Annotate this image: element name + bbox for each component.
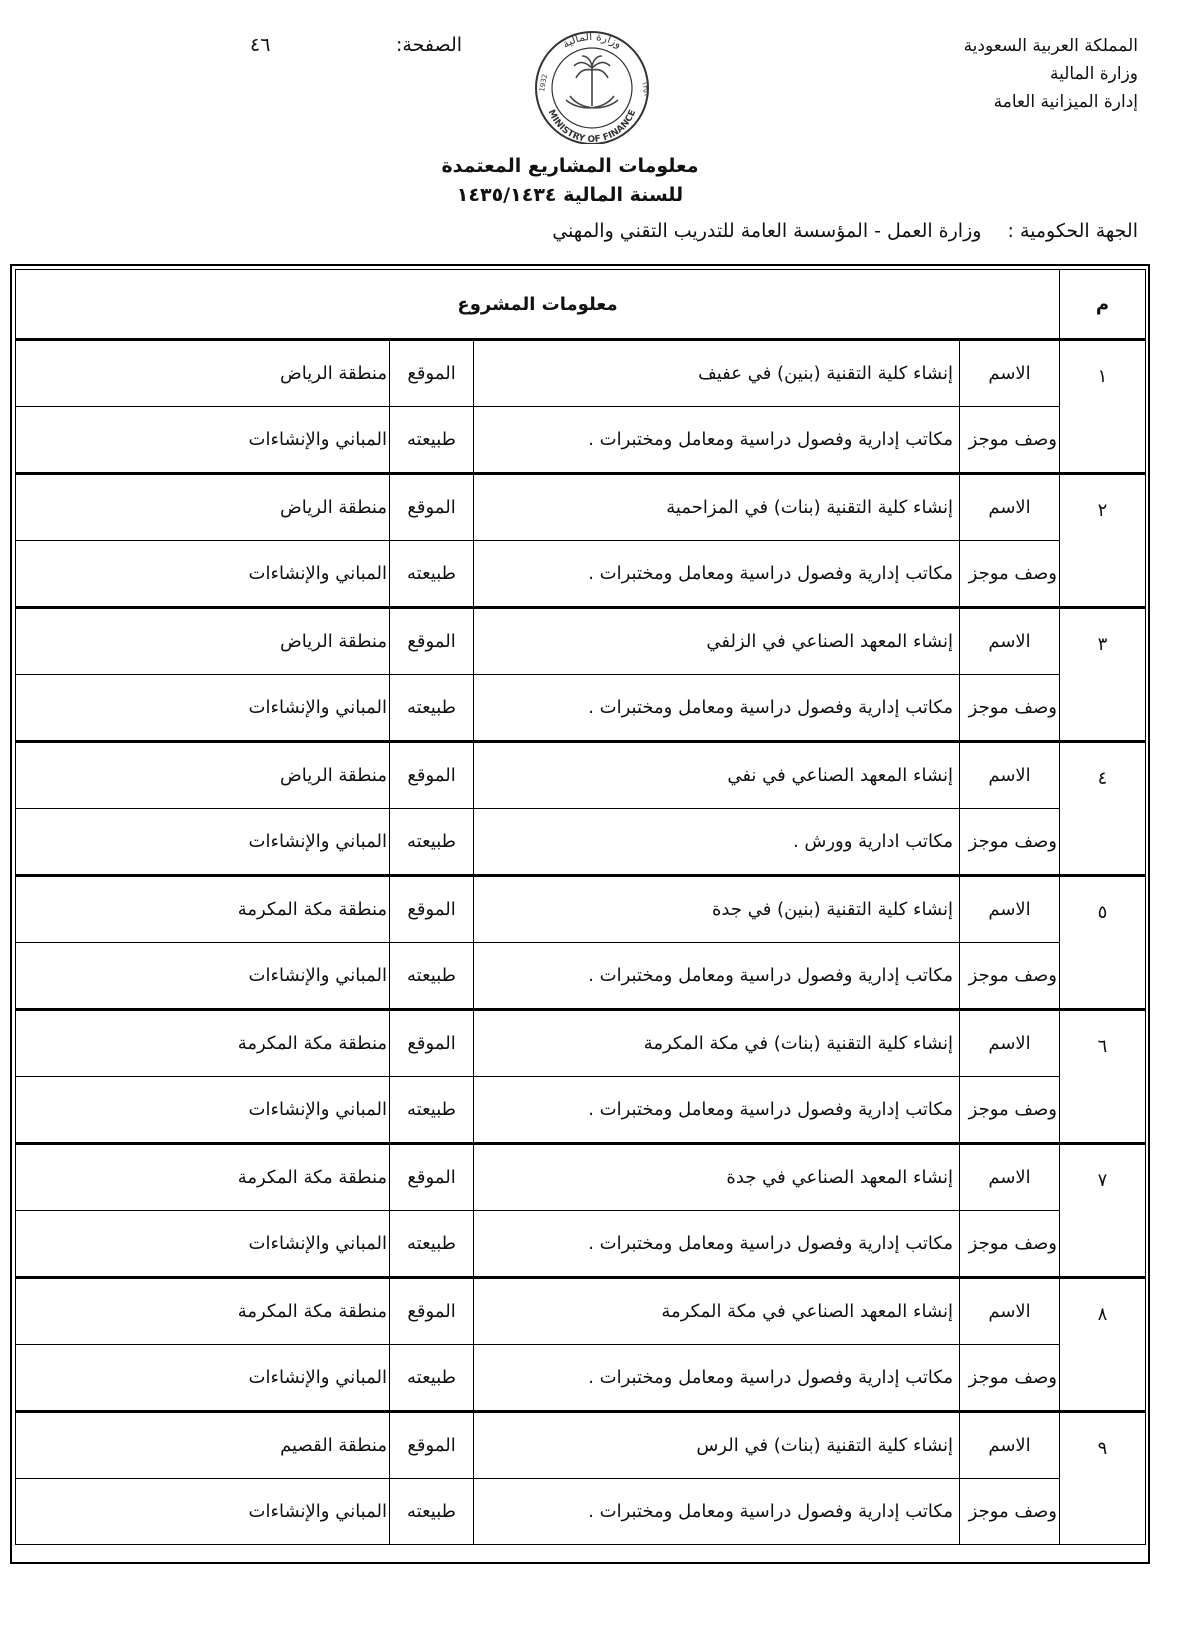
government-entity-value: وزارة العمل - المؤسسة العامة للتدريب التقني والمهني (552, 220, 982, 242)
project-brief: مكاتب إدارية وفصول دراسية ومعامل ومختبرات . (474, 943, 960, 1010)
title-line-1: معلومات المشاريع المعتمدة (441, 155, 699, 177)
name-label: الاسم (960, 742, 1060, 809)
brief-label: وصف موجز (960, 1345, 1060, 1412)
project-brief: مكاتب إدارية وفصول دراسية ومعامل ومختبرات . (474, 541, 960, 608)
project-nature: المباني والإنشاءات (16, 1479, 390, 1545)
name-label: الاسم (960, 474, 1060, 541)
document-title (420, 152, 720, 210)
project-location: منطقة مكة المكرمة (16, 1010, 390, 1077)
project-row-brief (16, 943, 1146, 1010)
project-row-brief (16, 1479, 1146, 1545)
palm-swords-emblem (566, 56, 618, 108)
project-location: منطقة الرياض (16, 608, 390, 675)
project-number: ٢ (1060, 474, 1146, 608)
location-label: الموقع (390, 1412, 474, 1479)
government-entity-row (480, 220, 1138, 242)
location-label: الموقع (390, 474, 474, 541)
project-nature: المباني والإنشاءات (16, 809, 390, 876)
project-nature: المباني والإنشاءات (16, 1211, 390, 1278)
project-nature: المباني والإنشاءات (16, 675, 390, 742)
seal-year-right: ١٣٥١ (640, 80, 651, 98)
location-label: الموقع (390, 340, 474, 407)
project-row-name (16, 1412, 1146, 1479)
name-label: الاسم (960, 340, 1060, 407)
project-row-brief (16, 1077, 1146, 1144)
project-number: ٥ (1060, 876, 1146, 1010)
project-row-name (16, 1010, 1146, 1077)
project-number: ٤ (1060, 742, 1146, 876)
projects-table-frame (10, 264, 1150, 1564)
ministry-of-finance-seal (522, 26, 662, 144)
project-number: ١ (1060, 340, 1146, 474)
project-row-name (16, 474, 1146, 541)
project-row-name (16, 340, 1146, 407)
location-label: الموقع (390, 1010, 474, 1077)
project-brief: مكاتب إدارية وفصول دراسية ومعامل ومختبرات . (474, 407, 960, 474)
projects-table (15, 269, 1146, 1545)
project-row-name (16, 876, 1146, 943)
name-label: الاسم (960, 1412, 1060, 1479)
project-row-brief (16, 407, 1146, 474)
page-number: ٤٦ (250, 34, 271, 56)
project-row-name (16, 1144, 1146, 1211)
name-label: الاسم (960, 608, 1060, 675)
title-line-2: للسنة المالية ١٤٣٥/١٤٣٤ (456, 184, 684, 206)
nature-label: طبيعته (390, 541, 474, 608)
project-name: إنشاء كلية التقنية (بنين) في عفيف (474, 340, 960, 407)
project-brief: مكاتب ادارية وورش . (474, 809, 960, 876)
project-row-brief (16, 1345, 1146, 1412)
brief-label: وصف موجز (960, 1479, 1060, 1545)
project-number: ٧ (1060, 1144, 1146, 1278)
department-name: إدارة الميزانية العامة (993, 92, 1138, 112)
location-label: الموقع (390, 876, 474, 943)
nature-label: طبيعته (390, 943, 474, 1010)
nature-label: طبيعته (390, 1077, 474, 1144)
project-location: منطقة مكة المكرمة (16, 1278, 390, 1345)
project-row-name (16, 742, 1146, 809)
project-row-brief (16, 809, 1146, 876)
project-row-brief (16, 541, 1146, 608)
project-name: إنشاء كلية التقنية (بنات) في المزاحمية (474, 474, 960, 541)
project-number: ٦ (1060, 1010, 1146, 1144)
page-label: الصفحة: (396, 34, 463, 56)
issuer-block (878, 32, 1138, 116)
project-brief: مكاتب إدارية وفصول دراسية ومعامل ومختبرات . (474, 1211, 960, 1278)
project-name: إنشاء المعهد الصناعي في جدة (474, 1144, 960, 1211)
government-entity-label: الجهة الحكومية : (1007, 220, 1138, 242)
project-row-name (16, 1278, 1146, 1345)
project-row-brief (16, 675, 1146, 742)
kingdom-name: المملكة العربية السعودية (963, 36, 1138, 56)
project-name: إنشاء كلية التقنية (بنين) في جدة (474, 876, 960, 943)
project-number: ٩ (1060, 1412, 1146, 1545)
seal-bottom-text: MINISTRY OF FINANCE (545, 108, 639, 144)
column-header-number: م (1060, 270, 1146, 340)
project-number: ٨ (1060, 1278, 1146, 1412)
location-label: الموقع (390, 1144, 474, 1211)
project-name: إنشاء المعهد الصناعي في الزلفي (474, 608, 960, 675)
column-header-project-info: معلومات المشروع (16, 270, 1060, 340)
project-name: إنشاء المعهد الصناعي في مكة المكرمة (474, 1278, 960, 1345)
seal-top-text: وزارة المالية (560, 29, 625, 51)
nature-label: طبيعته (390, 1479, 474, 1545)
location-label: الموقع (390, 1278, 474, 1345)
project-nature: المباني والإنشاءات (16, 541, 390, 608)
project-row-name (16, 608, 1146, 675)
project-name: إنشاء كلية التقنية (بنات) في مكة المكرمة (474, 1010, 960, 1077)
project-location: منطقة مكة المكرمة (16, 1144, 390, 1211)
project-location: منطقة الرياض (16, 474, 390, 541)
brief-label: وصف موجز (960, 675, 1060, 742)
nature-label: طبيعته (390, 1211, 474, 1278)
ministry-name: وزارة المالية (1050, 64, 1138, 84)
project-nature: المباني والإنشاءات (16, 1345, 390, 1412)
project-name: إنشاء المعهد الصناعي في نفي (474, 742, 960, 809)
project-name: إنشاء كلية التقنية (بنات) في الرس (474, 1412, 960, 1479)
brief-label: وصف موجز (960, 541, 1060, 608)
nature-label: طبيعته (390, 809, 474, 876)
brief-label: وصف موجز (960, 809, 1060, 876)
project-location: منطقة القصيم (16, 1412, 390, 1479)
project-brief: مكاتب إدارية وفصول دراسية ومعامل ومختبرات . (474, 1345, 960, 1412)
nature-label: طبيعته (390, 407, 474, 474)
seal-year-left: 1932 (538, 73, 550, 93)
project-location: منطقة الرياض (16, 340, 390, 407)
project-number: ٣ (1060, 608, 1146, 742)
name-label: الاسم (960, 1010, 1060, 1077)
project-nature: المباني والإنشاءات (16, 407, 390, 474)
project-brief: مكاتب إدارية وفصول دراسية ومعامل ومختبرات . (474, 1077, 960, 1144)
name-label: الاسم (960, 1144, 1060, 1211)
project-brief: مكاتب إدارية وفصول دراسية ومعامل ومختبرات . (474, 675, 960, 742)
project-location: منطقة الرياض (16, 742, 390, 809)
location-label: الموقع (390, 742, 474, 809)
project-brief: مكاتب إدارية وفصول دراسية ومعامل ومختبرات . (474, 1479, 960, 1545)
project-nature: المباني والإنشاءات (16, 943, 390, 1010)
project-nature: المباني والإنشاءات (16, 1077, 390, 1144)
project-location: منطقة مكة المكرمة (16, 876, 390, 943)
location-label: الموقع (390, 608, 474, 675)
brief-label: وصف موجز (960, 407, 1060, 474)
brief-label: وصف موجز (960, 943, 1060, 1010)
svg-text:MINISTRY OF FINANCE (546, 108, 639, 144)
name-label: الاسم (960, 1278, 1060, 1345)
brief-label: وصف موجز (960, 1077, 1060, 1144)
project-row-brief (16, 1211, 1146, 1278)
nature-label: طبيعته (390, 675, 474, 742)
name-label: الاسم (960, 876, 1060, 943)
nature-label: طبيعته (390, 1345, 474, 1412)
brief-label: وصف موجز (960, 1211, 1060, 1278)
